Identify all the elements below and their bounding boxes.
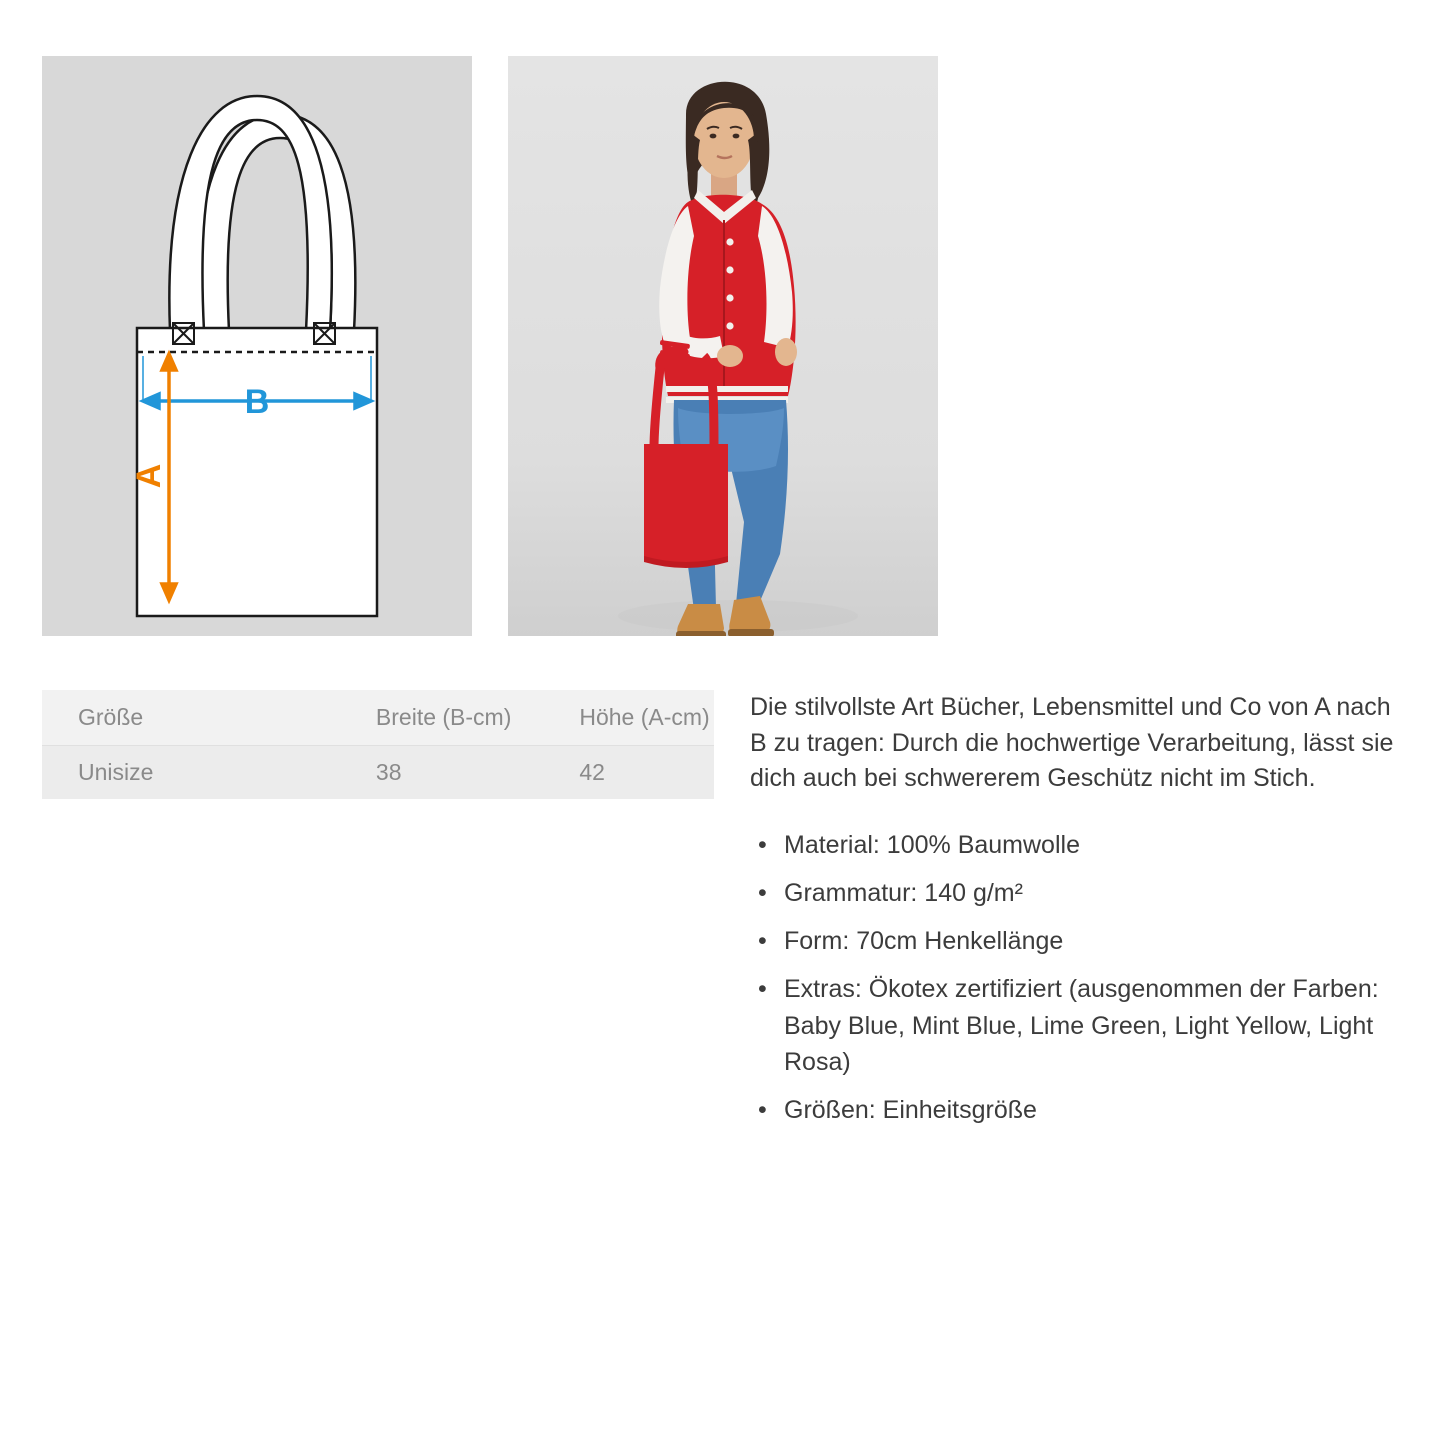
cell-height-value: 42 <box>519 746 714 800</box>
size-table <box>42 690 714 799</box>
model-photo-panel <box>508 56 938 636</box>
table-header-row <box>42 690 714 746</box>
feature-list <box>750 827 1400 1129</box>
cell-size-value: Unisize <box>42 746 156 800</box>
tote-bag-technical-drawing <box>42 56 472 636</box>
model-photo-illustration <box>508 56 938 636</box>
dimension-label-a: A <box>130 463 168 489</box>
table-row <box>42 746 714 800</box>
tote-bag-diagram-panel <box>42 56 472 636</box>
list-item: • Größen: Einheitsgröße <box>750 1092 1400 1128</box>
table-header-size: Größe <box>42 690 156 746</box>
list-item: • Material: 100% Baumwolle <box>750 827 1400 863</box>
product-images-row <box>42 56 938 636</box>
list-item: • Form: 70cm Henkellänge <box>750 923 1400 959</box>
table-header-width: Breite (B-cm) <box>156 690 519 746</box>
dimension-label-b: B <box>244 383 270 421</box>
product-description <box>750 690 1400 1140</box>
table-header-height: Höhe (A-cm) <box>519 690 714 746</box>
list-item: • Extras: Ökotex zertifiziert (ausgenommen der Farben: Baby Blue, Mint Blue, Lime Green, Light Yellow, Light Rosa) <box>750 971 1400 1080</box>
cell-width-value: 38 <box>156 746 519 800</box>
list-item: • Grammatur: 140 g/m² <box>750 875 1400 911</box>
description-paragraph: Die stilvollste Art Bücher, Lebensmittel und Co von A nach B zu tragen: Durch die hochwertige Verarbeitung, lässt sie dich auch bei schwererem Geschütz nicht im Stich. <box>750 693 1394 792</box>
